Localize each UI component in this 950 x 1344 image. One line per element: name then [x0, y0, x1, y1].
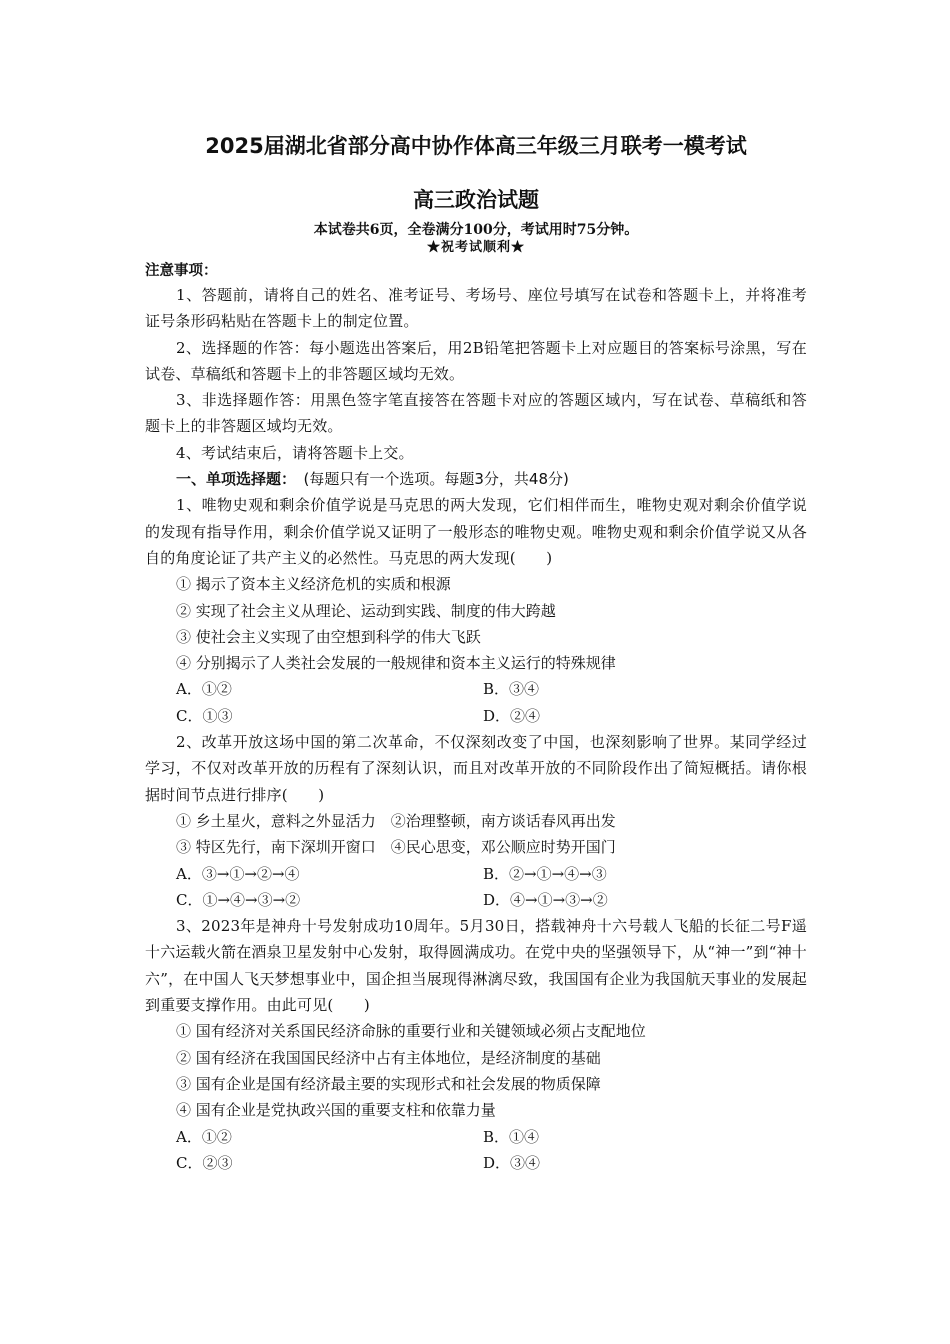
good-luck-line: ★祝考试顺利★	[426, 240, 525, 255]
question-1-statement: ① 揭示了资本主义经济危机的实质和根源	[176, 575, 451, 594]
question-3-statement: ④ 国有企业是党执政兴国的重要支柱和依靠力量	[176, 1101, 496, 1120]
question-1-statement: ③ 使社会主义实现了由空想到科学的伟大飞跃	[176, 627, 481, 646]
question-3-choice-a: A．①②	[176, 1127, 232, 1146]
question-3-statement: ② 国有经济在我国国民经济中占有主体地位，是经济制度的基础	[176, 1048, 601, 1067]
question-2-statement: ③ 特区先行，南下深圳开窗口 ④民心思变，邓公顺应时势开国门	[176, 838, 616, 857]
notice-item: 1、答题前，请将自己的姓名、准考证号、考场号、座位号填写在试卷和答题卡上，并将准考证号条形码粘贴在答题卡上的制定位置。	[145, 286, 807, 331]
question-3-choice-b: B．①④	[483, 1127, 540, 1146]
exam-subtitle: 高三政治试题	[413, 188, 539, 212]
question-1-choices-row	[145, 676, 807, 702]
question-3-statement: ③ 国有企业是国有经济最主要的实现形式和社会发展的物质保障	[176, 1074, 601, 1093]
question-3-statement: ① 国有经济对关系国民经济命脉的重要行业和关键领域必须占支配地位	[176, 1022, 646, 1041]
question-2-choice-c: C．①→④→③→②	[176, 890, 301, 909]
exam-page	[145, 132, 807, 1176]
question-1-stem: 1、唯物史观和剩余价值学说是马克思的两大发现，它们相伴而生，唯物史观对剩余价值学说的发现有指导作用，剩余价值学说又证明了一般形态的唯物史观。唯物史观和剩余价值学说又从各自的角度论证了共产主义的必然性。马克思的两大发现( )	[145, 496, 807, 567]
question-3-choices-row	[145, 1150, 807, 1176]
question-2-choice-b: B．②→①→④→③	[483, 864, 607, 883]
exam-title: 2025届湖北省部分高中协作体高三年级三月联考一模考试	[205, 134, 747, 158]
question-3-choices-row	[145, 1124, 807, 1150]
section-heading	[145, 466, 807, 492]
section-heading-label: 一、单项选择题：	[176, 470, 297, 489]
question-1-statement: ④ 分别揭示了人类社会发展的一般规律和资本主义运行的特殊规律	[176, 654, 616, 673]
question-2-choices-row	[145, 887, 807, 913]
question-2-statement: ① 乡土星火，意料之外显活力 ②治理整顿，南方谈话春风再出发	[176, 811, 616, 830]
question-1-choice-c: C．①③	[176, 706, 233, 725]
notice-item: 3、非选择题作答：用黑色签字笔直接答在答题卡对应的答题区域内，写在试卷、草稿纸和答题卡上的非答题区域均无效。	[145, 391, 807, 436]
section-heading-note: (每题只有一个选项。每题3分，共48分)	[303, 470, 569, 489]
question-1-choice-d: D．②④	[483, 706, 541, 725]
question-3-choice-d: D．③④	[483, 1153, 541, 1172]
question-1-choices-row	[145, 703, 807, 729]
notice-item: 4、考试结束后，请将答题卡上交。	[176, 443, 414, 462]
exam-info: 本试卷共6页，全卷满分100分，考试用时75分钟。	[313, 222, 639, 238]
question-2-choice-a: A．③→①→②→④	[176, 864, 300, 883]
question-3-choice-c: C．②③	[176, 1153, 233, 1172]
question-2-choices-row	[145, 861, 807, 887]
question-1-choice-a: A．①②	[176, 680, 232, 699]
question-3-stem: 3、2023年是神舟十号发射成功10周年。5月30日，搭载神舟十六号载人飞船的长征二号F遥十六运载火箭在酒泉卫星发射中心发射，取得圆满成功。在党中央的坚强领导下，从“神一”到“神十六”，在中国人飞天梦想事业中，国企担当展现得淋漓尽致，我国国有企业为我国航天事业的发展起到重要支撑作用。由此可见( )	[145, 917, 808, 1015]
notice-item: 2、选择题的作答：每小题选出答案后，用2B铅笔把答题卡上对应题目的答案标号涂黑，写在试卷、草稿纸和答题卡上的非答题区域均无效。	[145, 338, 807, 383]
question-2-stem: 2、改革开放这场中国的第二次革命，不仅深刻改变了中国，也深刻影响了世界。某同学经过学习，不仅对改革开放的历程有了深刻认识，而且对改革开放的不同阶段作出了简短概括。请你根据时间节点进行排序( )	[145, 733, 807, 804]
question-1-choice-b: B．③④	[483, 680, 540, 699]
question-2-choice-d: D．④→①→③→②	[483, 890, 608, 909]
notice-title: 注意事项：	[145, 262, 218, 279]
question-1-statement: ② 实现了社会主义从理论、运动到实践、制度的伟大跨越	[176, 601, 556, 620]
